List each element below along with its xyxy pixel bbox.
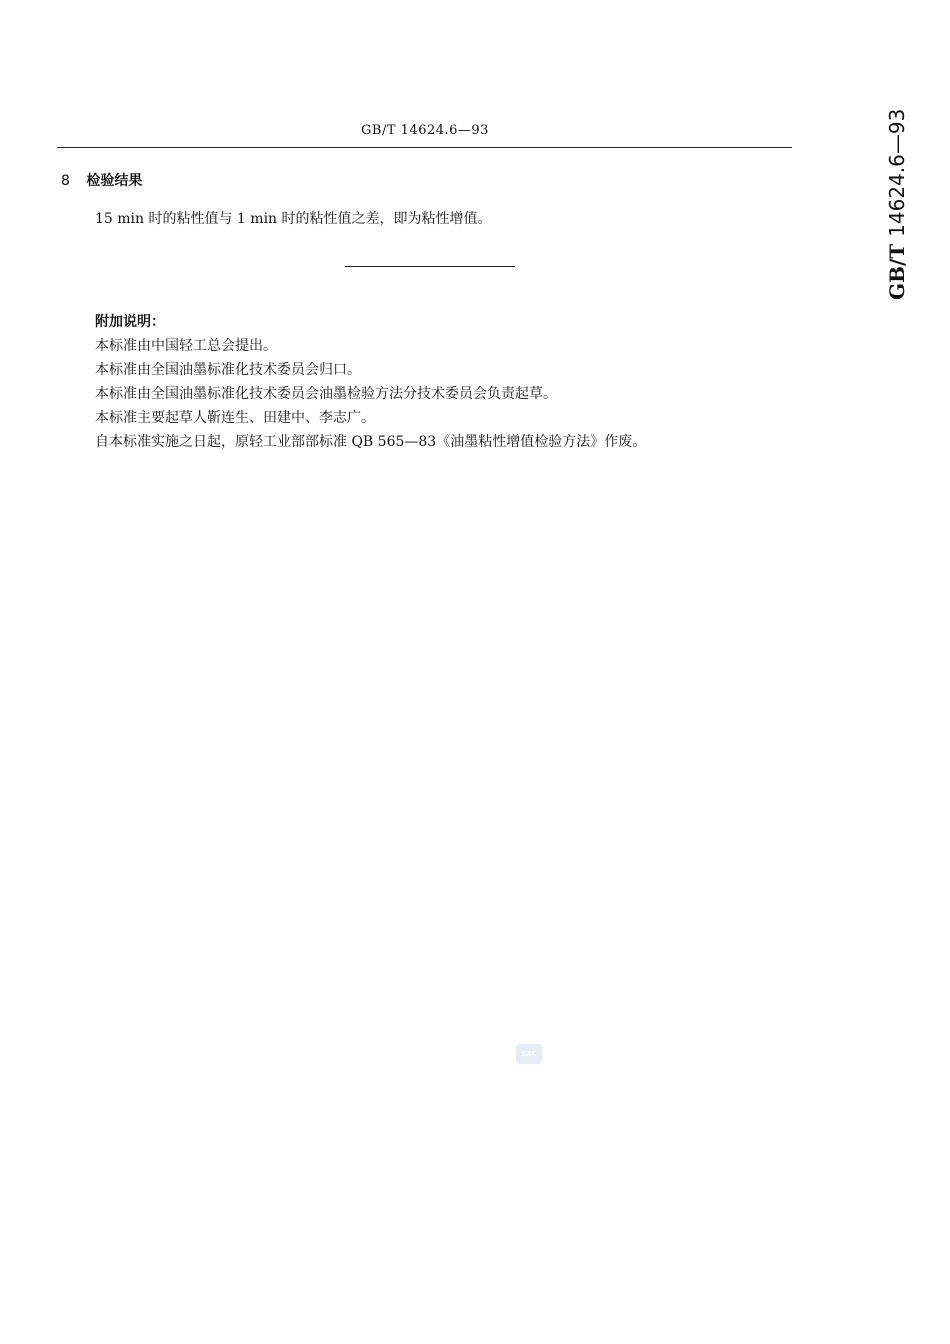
section-title: 检验结果 (86, 173, 143, 189)
notes-line: 本标准由全国油墨标准化技术委员会归口。 (95, 362, 361, 378)
header-standard-code: GB/T 14624.6—93 (361, 123, 489, 138)
watermark-text: SAC (521, 1050, 537, 1058)
notes-title: 附加说明： (95, 314, 165, 330)
section-body-text: 15 min 时的粘性值与 1 min 时的粘性值之差，即为粘性增值。 (95, 211, 492, 227)
notes-line: 本标准由全国油墨标准化技术委员会油墨检验方法分技术委员会负责起草。 (95, 386, 557, 402)
end-of-text-rule (345, 266, 515, 267)
notes-line: 本标准由中国轻工总会提出。 (95, 338, 277, 354)
page-header (0, 123, 850, 138)
side-code-prefix: GB/T (885, 243, 909, 300)
sac-watermark-logo (516, 1044, 542, 1064)
notes-line: 自本标准实施之日起，原轻工业部部标准 QB 565—83《油墨粘性增值检验方法》作废。 (95, 434, 647, 450)
side-code-number: 14624.6—93 (885, 108, 909, 237)
additional-notes (95, 310, 646, 454)
side-standard-code (885, 109, 909, 300)
section-heading (61, 170, 142, 190)
notes-line: 本标准主要起草人靳连生、田建中、李志广。 (95, 410, 375, 426)
section-number: 8 (61, 173, 70, 189)
header-divider (57, 147, 792, 148)
